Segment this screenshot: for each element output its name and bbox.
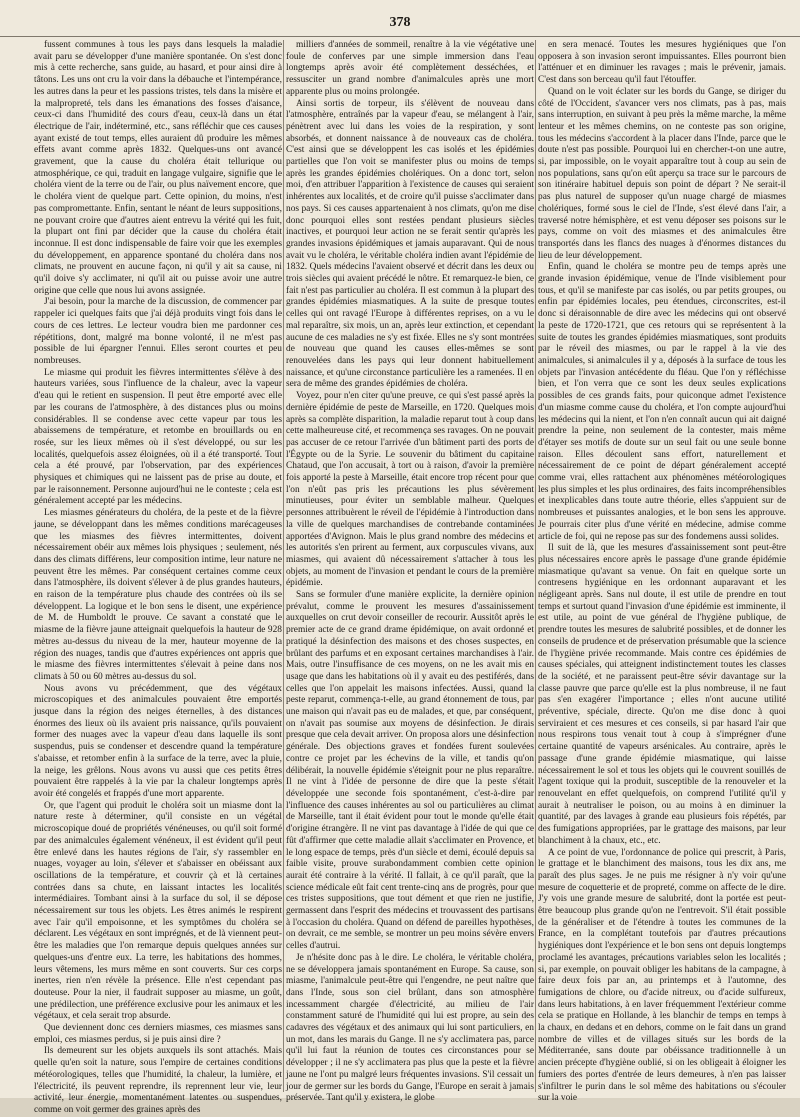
paragraph: J'ai besoin, pour la marche de la discussion, de commencer par rappeler ici quelques faits que j'ai déjà produits vingt fois dans le cours de ces lettres. Le lecteur voudra bien me pardonner ces répétitions, dont, malgré ma bonne volonté, il ne m'est pas possible de lui épargner l'ennui. Elles seront courtes et peu nombreuses. (34, 297, 282, 366)
column-divider (535, 40, 536, 1092)
page-number: 378 (389, 15, 411, 30)
paragraph: en sera menacé. Toutes les mesures hygiéniques que l'on opposera à son invasion seront impuissantes. Elles pourront bien l'atténuer et en diminuer les ravages ; mais le prévenir, jamais. C'est dans son berceau qu'il faut l'étouffer. (538, 40, 786, 86)
text-column-1 (34, 40, 282, 1115)
paragraph: Enfin, quand le choléra se montre peu de temps après une grande invasion épidémique, venue de l'Inde visiblement pour tous, et qu'il se manifeste par cas isolés, ou par petits groupes, ou enfin par épidémies locales, peu étendues, circonscrites, est-il donc si déraisonnable de dire avec les médecins qui ont observé la peste de 1720-1721, que ces retours qui se représentent à la suite de toutes les grandes épidémies miasmatiques, sont produits par le réveil des miasmes, ou par le rappel à la vie des animalcules, si animalcules il y a, déposés à la surface de tous les objets par l'invasion antécédente du fléau. Que l'on y réfléchisse bien, et l'on verra que ce sont les deux seules explications possibles de ces grands faits, pour quiconque admet l'existence d'un miasme comme cause du choléra, et l'on compte aujourd'hui les médecins qui la nient, et l'on n'en connaît aucun qui ait daigné prendre la peine, non seulement de la contester, mais même d'étayer ses motifs de doute sur un seul fait ou une seule bonne raison. Elles découlent sans effort, naturellement et nécessairement de ce point de départ généralement accepté comme vrai, elles rattachent aux phénomènes météorologiques les plus simples et les plus ordinaires, des faits incompréhensibles et inexplicables dans toute autre théorie, elles s'appuient sur de nombreuses et puissantes analogies, et le bon sens les approuve. Je pourrais citer plus d'une vérité en médecine, admise comme article de foi, qui ne repose pas sur des fondemens aussi solides. (538, 262, 786, 542)
paragraph: Le miasme qui produit les fièvres intermittentes s'élève à des hauteurs variées, sous l'influence de la chaleur, avec la vapeur d'eau qui le retient en suspension. Il peut être emporté avec elle par les courans de l'atmosphère, à des distances plus ou moins considérables. Il se condense avec cette vapeur par tous les abaissemens de température, et retombe en brouillards ou en rosée, sur les lieux mêmes où il s'est développé, ou sur les localités, quelquefois assez éloignées, où il a été transporté. Tout cela a été prouvé, par l'observation, par des expériences physiques et chimiques qui ne laissent pas de prise au doute, et par le raisonnement. Personne aujourd'hui ne le conteste ; cela est généralement accepté par les médecins. (34, 367, 282, 507)
paragraph: Les miasmes générateurs du choléra, de la peste et de la fièvre jaune, se développant dans les mêmes conditions marécageuses que les miasmes des fièvres intermittentes, doivent nécessairement obéir aux mêmes lois physiques ; seulement, nés dans des climats différens, leur composition intime, leur nature ne peuvent être les mêmes. Par conséquent certaines comme ceux dans l'atmosphère, ils doivent s'élever à de plus grandes hauteurs, en raison de la température plus chaude des contrées où ils se développent. La logique et le bon sens le disent, une expérience de M. de Humboldt le prouve. Ce savant a constaté que le miasme de la fièvre jaune atteignait quelquefois la hauteur de 928 mètres au-dessus du niveau de la mer, hauteur moyenne de la région des nuages, tandis que d'autres expériences ont appris que le miasme des fièvres intermittentes s'élevait à peine dans nos climats à 50 ou 60 mètres au-dessus du sol. (34, 508, 282, 682)
text-column-3 (538, 40, 786, 1104)
paragraph: Ils demeurent sur les objets auxquels ils sont attachés. Mais quelle qu'en soit la nature, sous l'empire de certaines conditions météorologiques, telles que l'humidité, la chaleur, la lumière, et l'électricité, ils peuvent reprendre, ils reprennent leur vie, leur activité, leur énergie, momentanément latentes ou suspendues, comme on voit germer des graines après des (34, 1046, 282, 1115)
paragraph: Or, que l'agent qui produit le choléra soit un miasme dont la nature reste à déterminer, qu'il consiste en un végétal microscopique doué de propriétés vénéneuses, ou qu'il soit formé par des animalcules également vénéneux, il est évident qu'il peut être enlevé dans les hautes régions de l'air, s'y rassembler en nuages, voyager au loin, s'élever et s'abaisser en obéissant aux oscillations de la température, et couvrir çà et là certaines contrées dans sa chute, en laissant intactes les localités intermédiaires. Tombant ainsi à la surface du sol, il se dépose nécessairement sur tous les objets. Les êtres animés le respirent avec l'air qu'il empoisonne, et les symptômes du choléra se déclarent. Les végétaux en sont imprégnés, et de là viennent peut-être les maladies que l'on remarque depuis quelques années sur quelques-uns d'entre eux. La terre, les habitations des hommes, leurs vêtemens, les murs même en sont couverts. Sur ces corps inertes, rien n'en révèle la présence. Elle n'est cependant pas douteuse. Pour la nier, il faudrait supposer au miasme, un goût, une prédilection, une préférence exclusive pour les animaux et les végétaux, et cela serait trop absurde. (34, 800, 282, 1022)
paragraph: Nous avons vu précédemment, que des végétaux microscopiques et des animalcules pouvaient être emportés jusque dans la région des neiges éternelles, à des distances énormes des lieux où ils avaient pris naissance, qu'ils pouvaient former des nuages avec la vapeur d'eau dans laquelle ils sont suspendus, puis se condenser et descendre quand la température s'abaisse, et retomber enfin à la surface de la terre, avec la pluie, la neige, les grêlons. Nous avons vu aussi que ces petits êtres pouvaient être rappelés à la vie par la chaleur longtemps après avoir été congelés et frappés d'une mort apparente. (34, 683, 282, 799)
paragraph: Ainsi sortis de torpeur, ils s'élèvent de nouveau dans l'atmosphère, entraînés par la vapeur d'eau, se mélangent à l'air, pénètrent avec lui dans les voies de la respiration, y sont absorbés, et donnent naissance à de nouveaux cas de choléra. C'est ainsi que se développent les cas isolés et les épidémies partielles que l'on voit se manifester plus ou moins de temps après les grandes épidémies cholériques. On a donc tort, selon moi, d'en attribuer l'apparition à l'existence de causes qui seraient inhérentes aux localités, et de croire qu'il puisse s'acclimater dans nos pays. Si ces causes appartenaient à nos climats, qu'on me dise donc pourquoi elles sont restées pendant plusieurs siècles inactives, et pourquoi leur action ne se ferait sentir qu'après les grandes invasions épidémiques et jamais auparavant. Qui de nous avait vu le choléra, le véritable choléra indien avant l'épidémie de 1832. Quels médecins l'avaient observé et décrit dans les deux ou trois siècles qui avaient précédé le nôtre. Et remarquez-le bien, ce fait n'est pas particulier au choléra. Il est commun à la plupart des grandes épidémies miasmatiques. A la suite de presque toutes celles qui ont ravagé l'Europe à différentes reprises, on a vu le mal reparaître, six mois, un an, après leur extinction, et cependant aucune de ces maladies ne s'y est fixée. Elles ne s'y sont montrées de nouveau que quand les causes elles-mêmes se sont renouvelées dans les pays qui leur donnent habituellement naissance, et qu'une circonstance particulière les a ramenées. Il en sera de même des grandes épidémies de choléra. (286, 98, 534, 390)
paragraph: Quand on le voit éclater sur les bords du Gange, se diriger du côté de l'Occident, s'avancer vers nos climats, pas à pas, mais sans interruption, en suivant à peu près la même marche, la même lenteur et les mêmes chemins, on ne conteste pas son origine, tous les médecins s'accordent à la placer dans l'Inde, parce que le doute n'est pas possible. Pourquoi lui en chercher-t-on une autre, si, par impossible, on le voyait apparaître tout à coup au sein de nos populations, sans qu'on eût aperçu sa trace sur le parcours de son itinéraire habituel depuis son point de départ ? Ne serait-il pas plus naturel de supposer qu'un nuage chargé de miasmes cholériques, formé sous le ciel de l'Inde, s'est élevé dans l'air, a traversé notre hémisphère, et est venu déposer ses poisons sur le pays, comme on voit des miasmes et des animalcules être transportés dans les flancs des nuages à d'énormes distances du lieu de leur développement. (538, 86, 786, 261)
column-divider (283, 40, 284, 1092)
paragraph: A ce point de vue, l'ordonnance de police qui prescrit, à Paris, le grattage et le blanchiment des maisons, tous les dix ans, me paraît des plus sages. Je ne puis me résigner à n'y voir qu'une mesure de coquetterie et de propreté, comme on affecte de le dire. J'y vois une grande mesure de salubrité, dont la portée est peut-être beaucoup plus grande qu'on ne l'entrevoit. S'il était possible de la généraliser et de l'étendre à toutes les communes de la France, en la complétant toutefois par d'autres précautions hygiéniques dont l'expérience et le bon sens ont depuis longtemps proclamé les avantages, précautions variables selon les localités ; si, par exemple, on pouvait obliger les habitans de la campagne, à faire deux fois par an, au printemps et à l'automne, des fumigations de chlore, ou d'acide nitreux, ou d'acide sulfureux, dans leurs habitations, à en laver fréquemment l'extérieur comme cela se pratique en Hollande, à les blanchir de temps en temps à la chaux, en dedans et en dehors, comme on le fait dans un grand nombre de villes et de villages situés sur les bords de la Méditerranée, sans doute par obéissance traditionnelle à un ancien précepte d'hygiène oublié, si on les obligeait à éloigner les fumiers des portes d'entrée de leurs demeures, à n'en pas laisser s'infiltrer le purin dans le sol même des habitations ou s'écouler sur la voie (538, 847, 786, 1104)
paragraph: milliers d'années de sommeil, renaître à la vie végétative une foule de conferves par une simple immersion dans l'eau longtemps après avoir été complètement desséchées, et ressusciter un grand nombre d'animalcules après une mort apparente plus ou moins prolongée. (286, 40, 534, 97)
paragraph: Il suit de là, que les mesures d'assainissement sont peut-être plus nécessaires encore après le passage d'une grande épidémie miasmatique qu'avant sa venue. On fait en quelque sorte un contresens hygiénique en les ordonnant auparavant et les négligeant après. Sans nul doute, il est utile de prendre en tout temps et surtout quand l'invasion d'une épidémie est imminente, il est utile, au point de vue général de l'hygiène publique, de prendre toutes les mesures de salubrité possibles, et de donner les conseils de prudence et de préservation présumable que la science de l'hygiène privée recommande. Mais contre ces épidémies de causes spéciales, qui atteignent indistinctement toutes les classes de la société, et ne paraissent peut-être sévir davantage sur la classe pauvre que parce qu'elle est la plus nombreuse, il ne faut pas s'en exagérer l'importance ; elles n'ont aucune utilité préventive, spéciale, directe. Qu'on me dise donc à quoi serviraient et ces mesures et ces conseils, si par hasard l'air que nous respirons tous venait tout à coup à s'imprégner d'une certaine quantité de vapeurs arsénicales. Au contraire, après le passage d'une grande épidémie miasmatique, qui laisse nécessairement le sol et tous les objets qui le couvrent souillés de l'agent toxique qui la produit, susceptible de la renouveler et la renouvelant en effet quelquefois, on comprend l'utilité qu'il y aurait à neutraliser le poison, ou au moins à en diminuer la quantité, par des lavages à grande eau plusieurs fois répétés, par des fumigations appropriées, par le grattage des maisons, par leur blanchiment à la chaux, etc., etc. (538, 543, 786, 846)
paragraph: Sans se formuler d'une manière explicite, la dernière opinion prévalut, comme le prouvent les mesures d'assainissement auxquelles on crut devoir conseiller de recourir. Aussitôt après le premier acte de ce grand drame épidémique, on avait ordonné et pratiqué la désinfection des maisons et des choses suspectes, en brûlant des parfums et en exposant certaines marchandises à l'air. Mais, outre l'insuffisance de ces moyens, on ne les avait mis en usage que dans les habitations où il y avait eu des pestiférés, dans celles que l'on appelait les maisons infectées. Aussi, quand la peste reparut, commença-t-elle, au grand étonnement de tous, par une maison qui n'avait pas eu de malades, et que, par conséquent, on n'avait pas soumise aux moyens de désinfection. Je dirais presque que cela devait arriver. On proposa alors une désinfection générale. Des objections graves et fondées furent soulevées contre ce projet par les échevins de la ville, et tandis qu'on délibérait, la nouvelle épidémie s'éteignit pour ne plus reparaître. Il ne vint à l'idée de personne de dire que la peste s'était développée une seconde fois spontanément, c'est-à-dire par l'influence des causes inhérentes au sol ou particulières au climat de Marseille, tant il était évident pour tout le monde qu'elle était d'origine étrangère. Il ne vint pas davantage à l'idée de qui que ce fût d'affirmer que cette maladie allait s'acclimater en Provence, et le long espace de temps, près d'un siècle et demi, écoulé depuis sa faible visite, prouve surabondamment combien cette opinion aurait été contraire à la vérité. Il fallait, à ce qu'il paraît, que la science médicale eût fait cent trente-cinq ans de progrès, pour que ces tristes suppositions, que tout dément et que rien ne justifie, germassent dans l'esprit des médecins et trouvassent des partisans à l'occasion du choléra. Quand on défend de pareilles hypothèses, on devrait, ce me semble, se montrer un peu moins sévère envers celles d'autrui. (286, 590, 534, 952)
paragraph: Je n'hésite donc pas à le dire. Le choléra, le véritable choléra, ne se développera jamais spontanément en Europe. Sa cause, son miasme, l'animalcule peut-être qui l'engendre, ne peut naître que dans l'Inde, sous son ciel brûlant, dans son atmosphère incessamment chargée d'électricité, au milieu de l'air constamment saturé de l'humidité qui lui est propre, au sein des cadavres des végétaux et des animaux qui lui sont particuliers, en un mot, dans les marais du Gange. Il ne s'y acclimatera pas, parce qu'il lui faut la réunion de toutes ces circonstances pour se développer ; il ne s'y acclimatera pas plus que la peste et la fièvre jaune ne l'ont pu malgré leurs fréquentes invasions. S'il cessait un jour de germer sur les bords du Gange, l'Europe en serait à jamais préservée. Tant qu'il y existera, le globe (286, 952, 534, 1104)
paragraph: Que deviennent donc ces derniers miasmes, ces miasmes sans emploi, ces miasmes perdus, si je puis ainsi dire ? (34, 1023, 282, 1045)
paragraph: fussent communes à tous les pays dans lesquels la maladie avait paru se développer d'une manière spontanée. On s'est donc mis à cette recherche, sans guide, au hasard, et pour ainsi dire à tâtons. Les uns ont cru la voir dans la débauche et l'intempérance, les autres dans la peur et les passions tristes, tels dans la misère et la malpropreté, tels dans les émanations des fosses d'aisance, ceux-ci dans l'humidité des cours d'eau, ceux-là dans un état électrique de l'air, indéterminé, etc., sans réfléchir que ces causes ayant existé de tout temps, elles auraient dû produire les mêmes effets avant comme après 1832. Quelques-uns ont avancé gravement, que la cause du choléra était tellurique ou atmosphérique, ce qui, traduit en langage vulgaire, signifie que le choléra vient de la terre ou de l'air, ou plus naïvement encore, que le choléra vient de quelque part. Cette opinion, du moins, n'est pas compromettante. Enfin, sentant le néant de leurs suppositions, ne pouvant croire que d'autres aient entrevu la vérité qui les fuit, la plupart ont fini par décider que la cause du choléra était inconnue. Il est donc indispensable de faire voir que les exemples du développement, en apparence spontané du choléra dans nos climats, ne prouvent en aucune façon, ni qu'il y ait sa cause, ni qu'il doive s'y acclimater, ni qu'il ait ou puisse avoir une autre origine que celle que nous lui avons assignée. (34, 40, 282, 296)
page-header (0, 10, 800, 37)
paragraph: Voyez, pour n'en citer qu'une preuve, ce qui s'est passé après la dernière épidémie de peste de Marseille, en 1720. Quelques mois après sa complète disparition, la maladie reparut tout à coup dans cette malheureuse cité, et recommença ses ravages. On ne pouvait pas accuser de ce retour l'arrivée d'un bâtiment parti des ports de l'Égypte ou de la Syrie. Le souvenir du bâtiment du capitaine Chataud, que l'on accusait, à tort ou à raison, d'avoir la première fois apporté la peste à Marseille, était encore trop récent pour que l'on n'eût pas pris les précautions les plus sévèrement minutieuses, pour éviter un semblable malheur. Quelques personnes attribuèrent le réveil de l'épidémie à l'introduction dans la ville de quelques marchandises de contrebande contaminées apportées d'Avignon. Mais le plus grand nombre des médecins et les autorités s'en prirent au ferment, aux corpuscules vivans, aux miasmes, qui avaient dû nécessairement s'attacher à tous les objets, au moment de l'invasion et pendant le cours de la première épidémie. (286, 391, 534, 589)
text-column-2 (286, 40, 534, 1104)
